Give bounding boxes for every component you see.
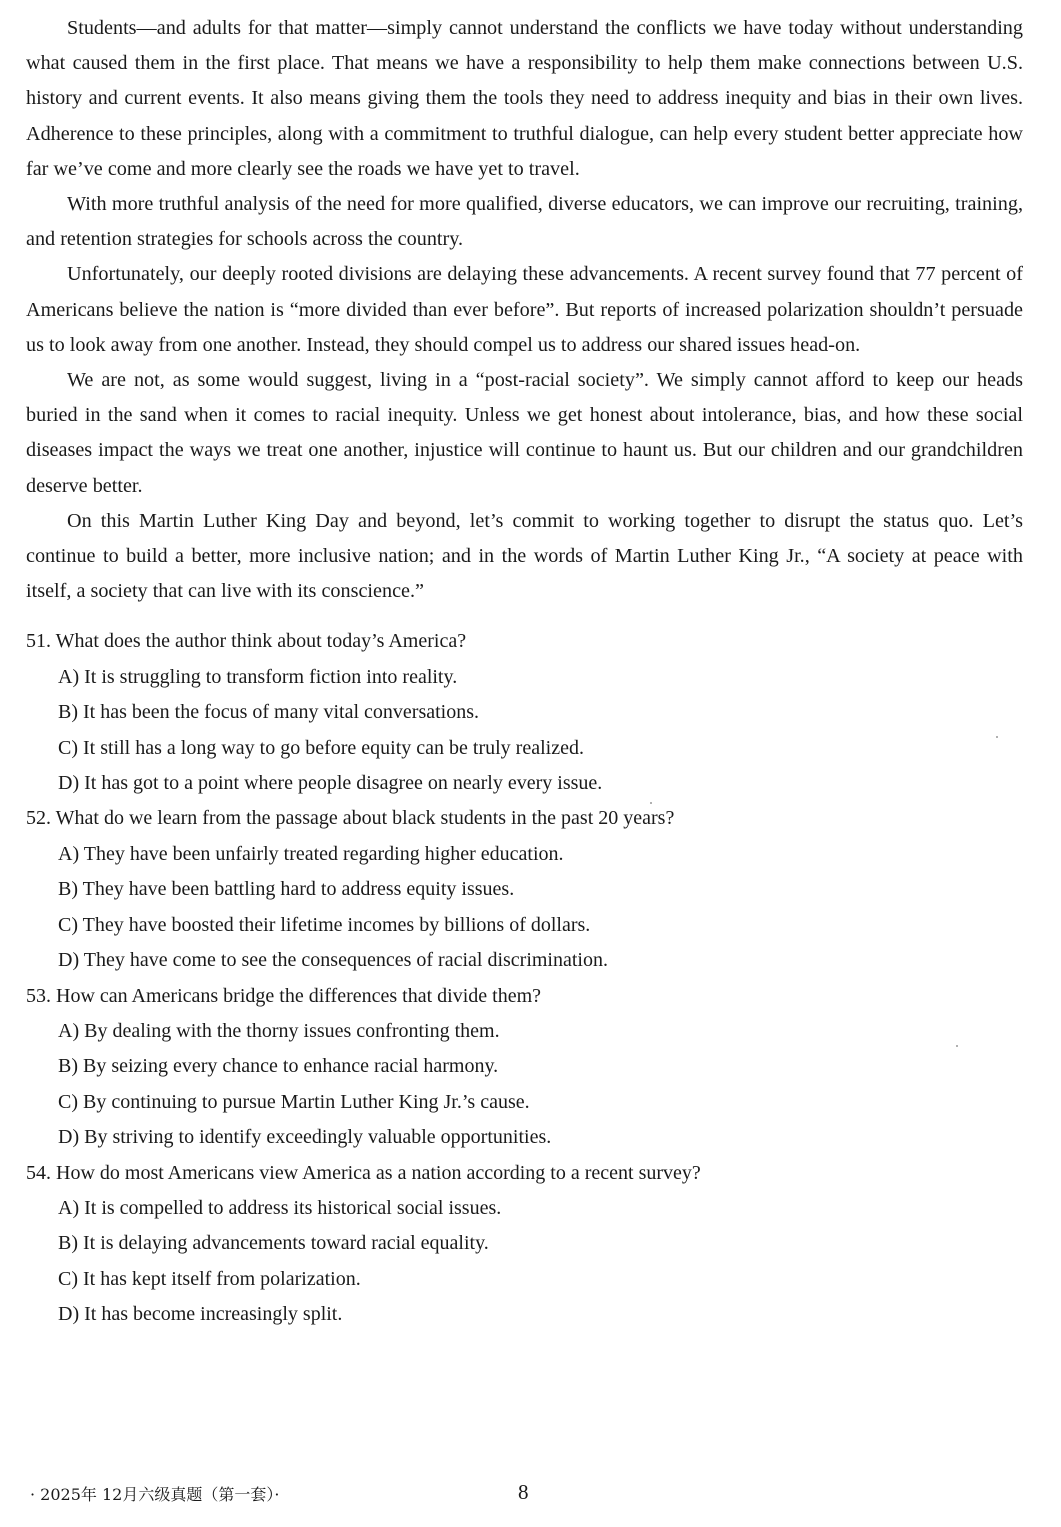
answer-option-c: C) They have boosted their lifetime incomes by billions of dollars. — [58, 913, 591, 936]
answer-option-d: D) By striving to identify exceedingly valuable opportunities. — [58, 1126, 552, 1149]
answer-option-c: C) It still has a long way to go before equity can be truly realized. — [58, 736, 584, 759]
answer-option-b: B) By seizing every chance to enhance racial harmony. — [58, 1055, 499, 1078]
exam-title-label: · 2025年 12月六级真题（第一套）· — [30, 1485, 280, 1504]
answer-option-c: C) It has kept itself from polarization. — [58, 1267, 361, 1290]
question-52 — [26, 801, 1023, 978]
question-51 — [26, 624, 1023, 801]
question-stem: 52. What do we learn from the passage about black students in the past 20 years? — [26, 807, 675, 830]
passage-paragraph: We are not, as some would suggest, living in a “post-racial society”. We simply cannot afford to keep our heads buried in the sand when it comes to racial inequity. Unless we get honest about intolerance, bias, and how these social diseases impact the ways we treat one another, injustice will continue to haunt us. But our children and our grandchildren deserve better. — [26, 369, 1023, 497]
question-stem: 54. How do most Americans view America as a nation according to a recent survey? — [26, 1161, 701, 1184]
scan-speck — [956, 1045, 958, 1047]
answer-option-b: B) It has been the focus of many vital conversations. — [58, 701, 479, 724]
document-page — [26, 11, 1023, 1333]
passage-paragraph: With more truthful analysis of the need for more qualified, diverse educators, we can improve our recruiting, training, and retention strategies for schools across the country. — [26, 193, 1023, 251]
passage-paragraph: Students—and adults for that matter—simply cannot understand the conflicts we have today without understanding what caused them in the first place. That means we have a responsibility to help them make connections between U.S. history and current events. It also means giving them the tools they need to address inequity and bias in their own lives. Adherence to these principles, along with a commitment to truthful dialogue, can help every student better appreciate how far we’ve come and more clearly see the roads we have yet to travel. — [26, 17, 1023, 180]
scan-speck — [650, 802, 652, 804]
question-54 — [26, 1156, 1023, 1333]
question-stem: 51. What does the author think about today’s America? — [26, 630, 467, 653]
scan-speck — [996, 736, 998, 738]
answer-option-a: A) They have been unfairly treated regarding higher education. — [58, 842, 564, 865]
answer-option-c: C) By continuing to pursue Martin Luther King Jr.’s cause. — [58, 1090, 530, 1113]
answer-option-d: D) It has got to a point where people disagree on nearly every issue. — [58, 772, 603, 795]
answer-option-d: D) They have come to see the consequences of racial discrimination. — [58, 949, 608, 972]
answer-option-b: B) They have been battling hard to address equity issues. — [58, 878, 515, 901]
answer-option-a: A) It is compelled to address its historical social issues. — [58, 1196, 502, 1219]
question-list — [26, 624, 1023, 1332]
passage-paragraph: On this Martin Luther King Day and beyond, let’s commit to working together to disrupt the status quo. Let’s continue to build a better, more inclusive nation; and in the words of Martin Luther King Jr., “A society at peace with itself, a society that can live with its conscience.” — [26, 509, 1023, 603]
reading-passage — [26, 11, 1023, 609]
answer-option-a: A) By dealing with the thorny issues confronting them. — [58, 1019, 500, 1042]
question-53 — [26, 979, 1023, 1156]
answer-option-d: D) It has become increasingly split. — [58, 1303, 343, 1326]
answer-option-b: B) It is delaying advancements toward racial equality. — [58, 1232, 489, 1255]
passage-paragraph: Unfortunately, our deeply rooted divisions are delaying these advancements. A recent survey found that 77 percent of Americans believe the nation is “more divided than ever before”. But reports of increased polarization shouldn’t persuade us to look away from one another. Instead, they should compel us to address our shared issues head-on. — [26, 263, 1023, 356]
answer-option-a: A) It is struggling to transform fiction into reality. — [58, 665, 458, 688]
page-footer — [30, 1480, 1030, 1510]
page-number: 8 — [518, 1480, 529, 1504]
question-stem: 53. How can Americans bridge the differences that divide them? — [26, 984, 542, 1007]
